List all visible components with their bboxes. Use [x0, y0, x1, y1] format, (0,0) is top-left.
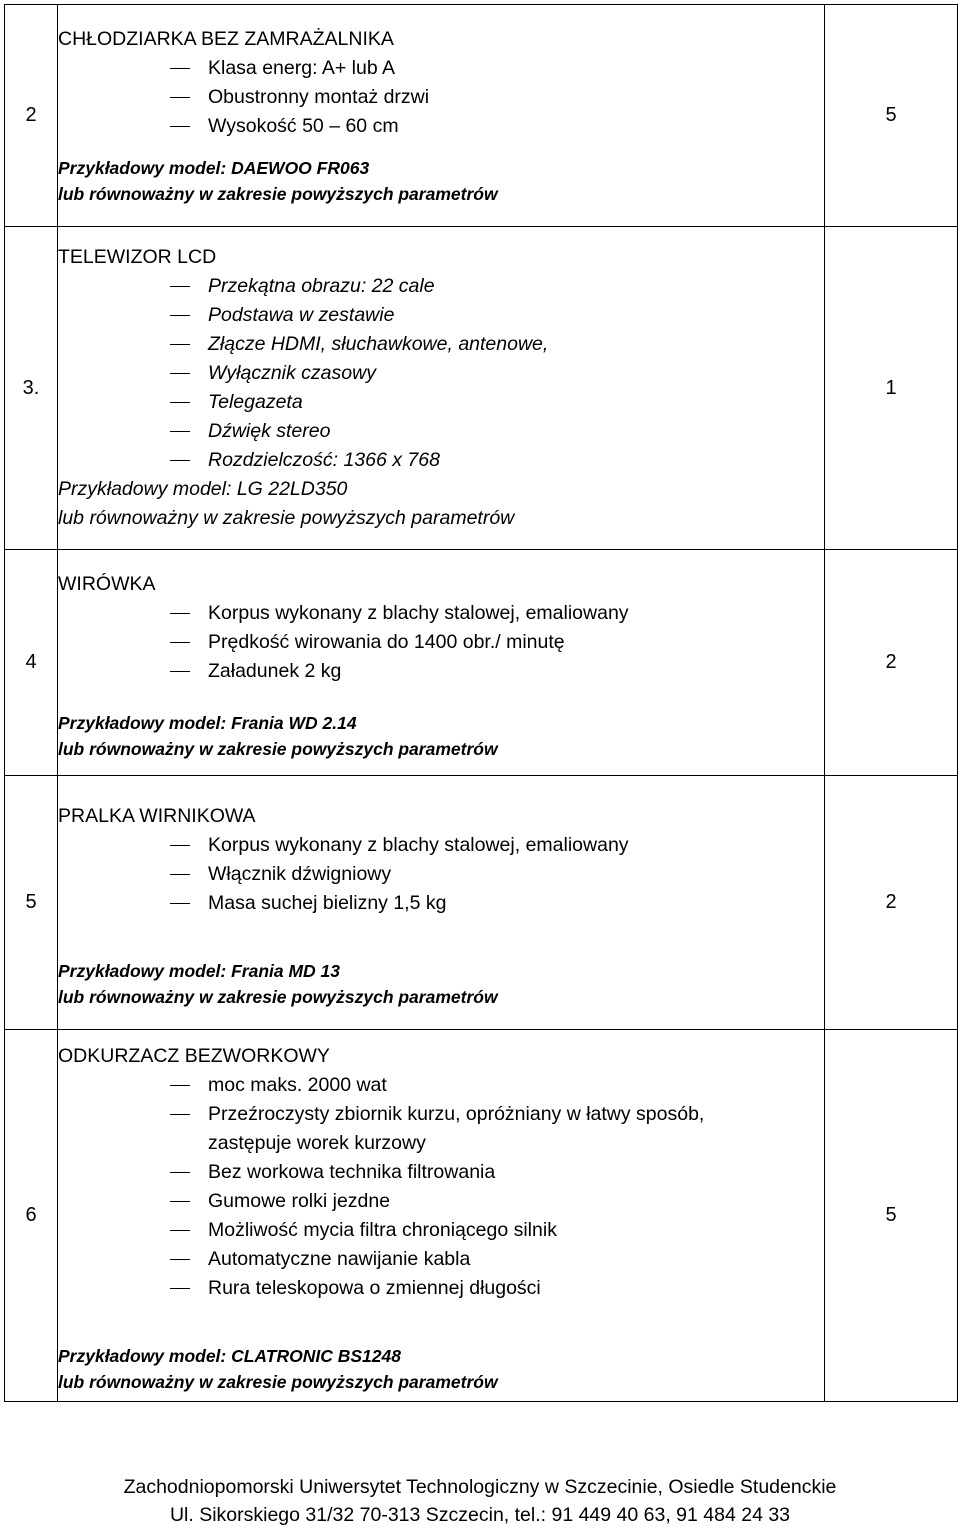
row-number: 5 — [5, 776, 58, 1030]
parameter-list — [58, 272, 824, 475]
quantity: 5 — [825, 1030, 958, 1402]
dash-bullet-icon — [170, 97, 190, 98]
parameter-list — [58, 1071, 824, 1303]
dash-bullet-icon — [170, 613, 190, 614]
example-model: Przykładowy model: DAEWOO FR063 — [58, 157, 370, 178]
dash-bullet-icon — [170, 1230, 190, 1231]
dash-bullet-icon — [170, 1114, 190, 1115]
item-description — [58, 550, 825, 776]
quantity: 1 — [825, 227, 958, 550]
dash-bullet-icon — [170, 315, 190, 316]
list-item: moc maks. 2000 wat — [58, 1071, 824, 1100]
list-item: Korpus wykonany z blachy stalowej, emaliowany — [58, 599, 824, 628]
list-item: Wysokość 50 – 60 cm — [58, 112, 824, 141]
list-item: Gumowe rolki jezdne — [58, 1187, 824, 1216]
example-model: Przykładowy model: LG 22LD350 — [58, 478, 348, 500]
table-row — [5, 550, 958, 776]
parameter-list — [58, 599, 824, 686]
item-description — [58, 227, 825, 550]
row-number: 3. — [5, 227, 58, 550]
row-number: 4 — [5, 550, 58, 776]
list-item: Dźwięk stereo — [58, 417, 824, 446]
list-item: Rura teleskopowa o zmiennej długości — [58, 1274, 824, 1303]
list-item: Złącze HDMI, słuchawkowe, antenowe, — [58, 330, 824, 359]
list-item: Przeźroczysty zbiornik kurzu, opróżniany w łatwy sposób, zastępuje worek kurzowy — [58, 1100, 824, 1158]
dash-bullet-icon — [170, 671, 190, 672]
dash-bullet-icon — [170, 402, 190, 403]
list-item: Prędkość wirowania do 1400 obr./ minutę — [58, 628, 824, 657]
specification-table — [4, 4, 958, 1402]
dash-bullet-icon — [170, 903, 190, 904]
example-model: Przykładowy model: Frania MD 13 — [58, 960, 341, 981]
parameter-list — [58, 831, 824, 918]
equivalent-note: lub równoważny w zakresie powyższych parametrów — [58, 986, 498, 1007]
dash-bullet-icon — [170, 874, 190, 875]
item-description — [58, 776, 825, 1030]
example-model: Przykładowy model: Frania WD 2.14 — [58, 712, 357, 733]
quantity: 2 — [825, 776, 958, 1030]
equivalent-note: lub równoważny w zakresie powyższych parametrów — [58, 1372, 498, 1392]
dash-bullet-icon — [170, 1201, 190, 1202]
table-row — [5, 1030, 958, 1402]
dash-bullet-icon — [170, 373, 190, 374]
example-model: Przykładowy model: CLATRONIC BS1248 — [58, 1346, 401, 1366]
equivalent-note: lub równoważny w zakresie powyższych parametrów — [58, 738, 498, 759]
dash-bullet-icon — [170, 344, 190, 345]
list-item: Bez workowa technika filtrowania — [58, 1158, 824, 1187]
dash-bullet-icon — [170, 126, 190, 127]
list-item: Obustronny montaż drzwi — [58, 83, 824, 112]
list-item: Przekątna obrazu: 22 cale — [58, 272, 824, 301]
item-title: PRALKA WIRNIKOWA — [58, 804, 256, 827]
equivalent-note: lub równoważny w zakresie powyższych parametrów — [58, 183, 498, 204]
item-description — [58, 5, 825, 227]
parameter-list — [58, 54, 824, 141]
item-title: TELEWIZOR LCD — [58, 246, 217, 268]
item-description — [58, 1030, 825, 1402]
quantity: 2 — [825, 550, 958, 776]
list-item: Telegazeta — [58, 388, 824, 417]
table-row — [5, 227, 958, 550]
row-number: 2 — [5, 5, 58, 227]
list-item: Wyłącznik czasowy — [58, 359, 824, 388]
item-title: ODKURZACZ BEZWORKOWY — [58, 1045, 330, 1067]
table-row — [5, 5, 958, 227]
list-item: Korpus wykonany z blachy stalowej, emaliowany — [58, 831, 824, 860]
footer-address-line-1: Zachodniopomorski Uniwersytet Technologiczny w Szczecinie, Osiedle Studenckie — [123, 1476, 837, 1498]
list-item: Podstawa w zestawie — [58, 301, 824, 330]
dash-bullet-icon — [170, 845, 190, 846]
equivalent-note: lub równoważny w zakresie powyższych parametrów — [58, 507, 515, 529]
table-row — [5, 776, 958, 1030]
dash-bullet-icon — [170, 1288, 190, 1289]
list-item: Rozdzielczość: 1366 x 768 — [58, 446, 824, 475]
list-item: Włącznik dźwigniowy — [58, 860, 824, 889]
dash-bullet-icon — [170, 460, 190, 461]
list-item: Możliwość mycia filtra chroniącego silnik — [58, 1216, 824, 1245]
list-item: Klasa energ: A+ lub A — [58, 54, 824, 83]
row-number: 6 — [5, 1030, 58, 1402]
item-title: CHŁODZIARKA BEZ ZAMRAŻALNIKA — [58, 27, 394, 50]
dash-bullet-icon — [170, 431, 190, 432]
footer-address-line-2: Ul. Sikorskiego 31/32 70-313 Szczecin, tel.: 91 449 40 63, 91 484 24 33 — [169, 1504, 791, 1526]
dash-bullet-icon — [170, 286, 190, 287]
dash-bullet-icon — [170, 1085, 190, 1086]
dash-bullet-icon — [170, 1172, 190, 1173]
dash-bullet-icon — [170, 642, 190, 643]
list-item: Masa suchej bielizny 1,5 kg — [58, 889, 824, 918]
list-item: Załadunek 2 kg — [58, 657, 824, 686]
dash-bullet-icon — [170, 68, 190, 69]
list-item: Automatyczne nawijanie kabla — [58, 1245, 824, 1274]
item-title: WIRÓWKA — [58, 572, 156, 595]
dash-bullet-icon — [170, 1259, 190, 1260]
quantity: 5 — [825, 5, 958, 227]
